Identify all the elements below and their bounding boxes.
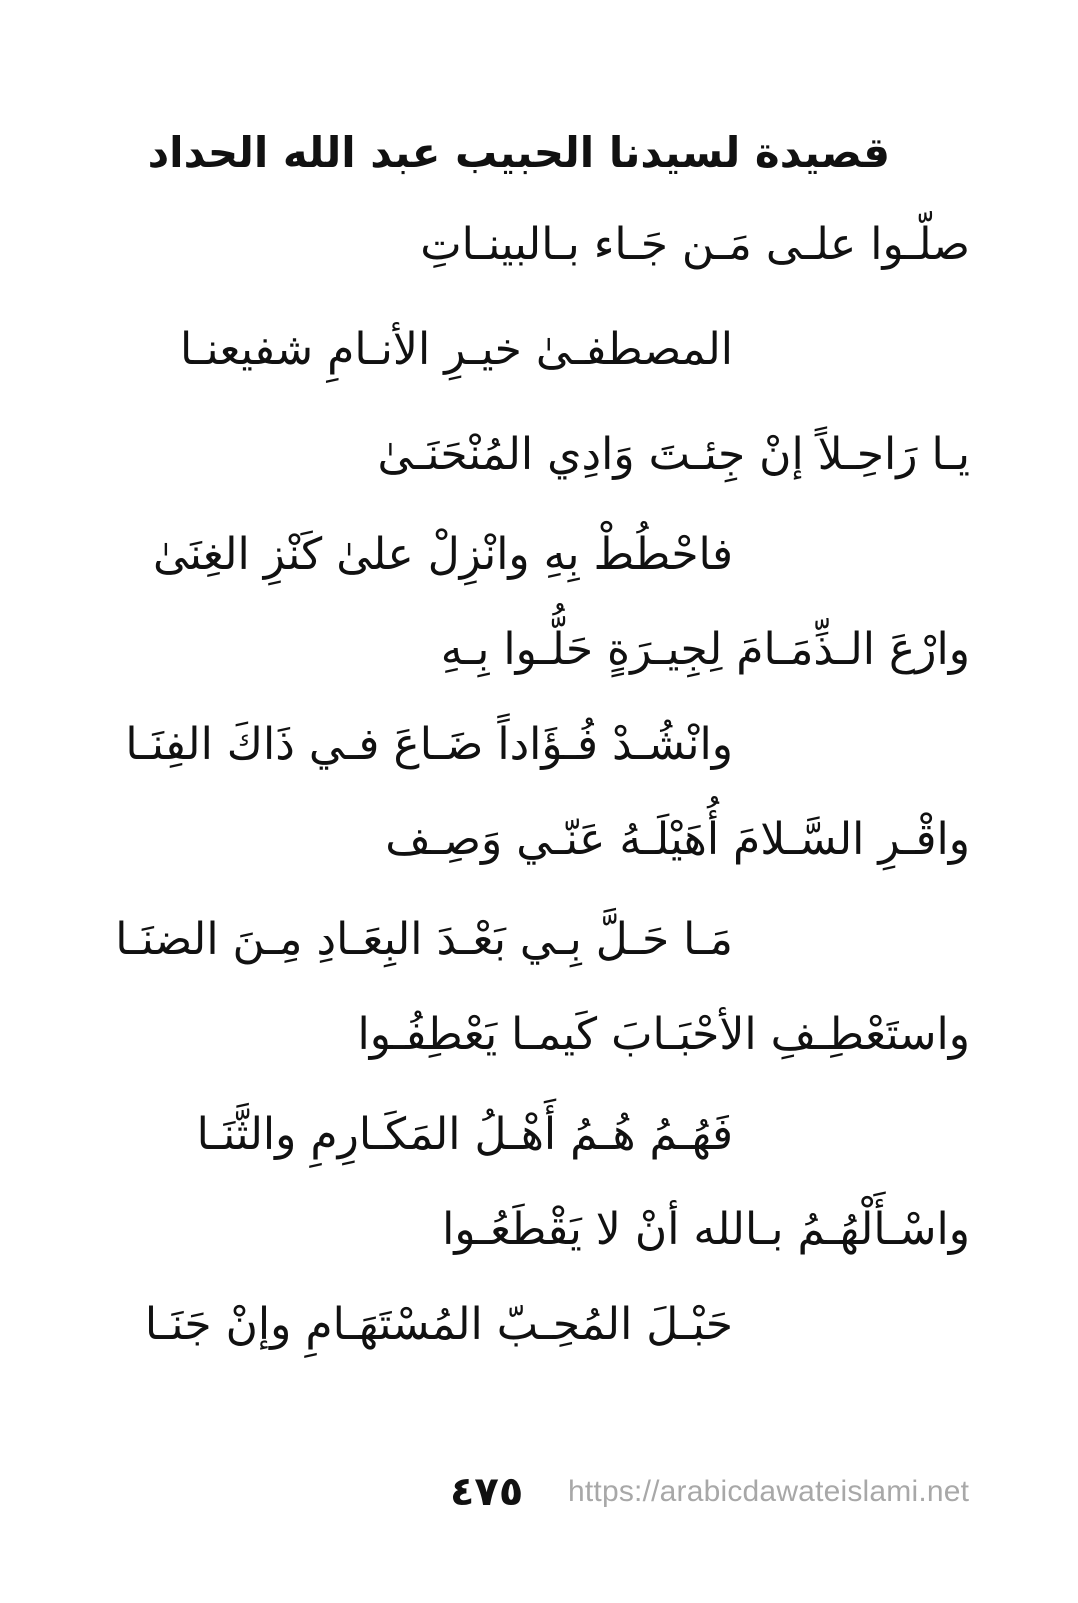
poem-title: قصيدة لسيدنا الحبيب عبد الله الحداد bbox=[147, 128, 890, 177]
verse-line: يـا رَاحِـلاً إنْ جِئـتَ وَادِي المُنْحَنَـىٰ bbox=[377, 429, 970, 480]
verse-line: وارْعَ الـذِّمَـامَ لِجِيـرَةٍ حَلُّـوا بِـهِ bbox=[440, 624, 970, 675]
verse-line: واستَعْطِـفِ الأحْبَـابَ كَيمـا يَعْطِفُـوا bbox=[357, 1009, 970, 1060]
verse-line: حَبْـلَ المُحِـبّ المُسْتَهَـامِ وإنْ جَنَـا bbox=[144, 1299, 733, 1350]
verse-line: واسْـأَلْهُـمُ بـالله أنْ لا يَقْطَعُـوا bbox=[442, 1204, 970, 1255]
verse-line: فاحْطُطْ بِهِ وانْزِلْ علىٰ كَنْزِ الغِنَىٰ bbox=[152, 529, 733, 580]
verse-line: مَـا حَـلَّ بِـي بَعْـدَ البِعَـادِ مِـنَ الضنَـا bbox=[115, 914, 733, 965]
verse-line: فَهُـمُ هُـمُ أَهْـلُ المَكَـارِمِ والثَّنَـا bbox=[196, 1109, 733, 1160]
verse-line: المصطفـىٰ خيـرِ الأنـامِ شفيعنـا bbox=[179, 324, 733, 375]
page-footer bbox=[0, 1462, 1078, 1522]
verse-line: صلّـوا علـى مَـن جَـاء بـالبينـاتِ bbox=[420, 219, 970, 270]
page-number: ٤٧٥ bbox=[450, 1469, 524, 1515]
verse-line: وانْشُـدْ فُـؤَاداً ضَـاعَ فـي ذَاكَ الفِنَـا bbox=[125, 719, 733, 770]
verse-line: واقْـرِ السَّـلامَ أُهَيْلَـهُ عَنّـي وَصِـف bbox=[385, 814, 970, 865]
watermark-url: https://arabicdawateislami.net bbox=[568, 1475, 970, 1508]
